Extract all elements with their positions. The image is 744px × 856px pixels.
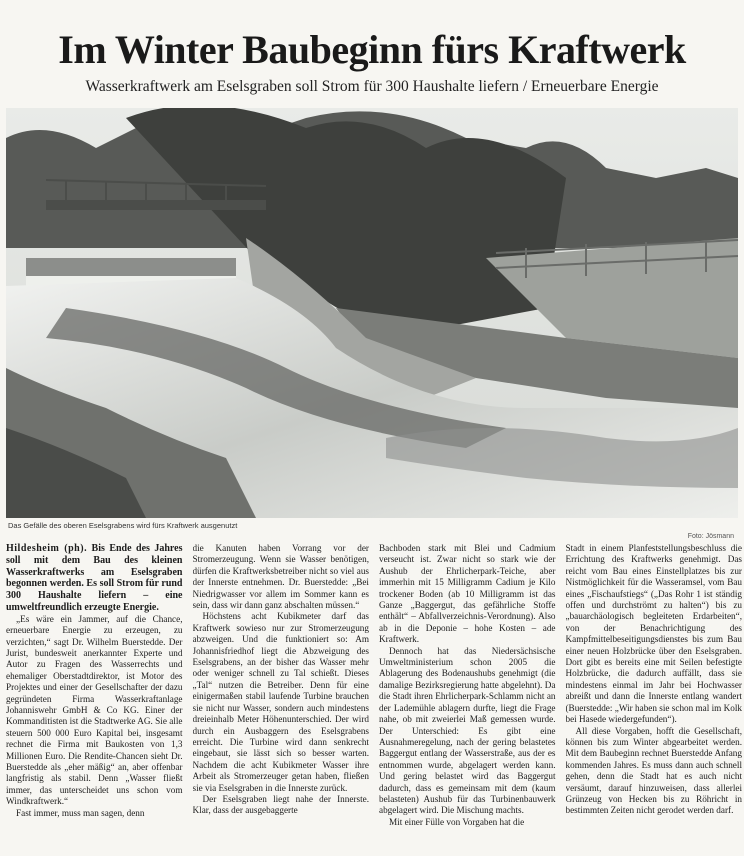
paragraph: Dennoch hat das Niedersächsische Umweltministerium schon 2005 die Ablagerung des Bodenaushubs genehmigt (die damalige Bezirksregierung hatte abgelehnt). Da die Stadt ihren Ehrlicherpark-Schlamm nicht an der Lademühle ablagern durfte, liegt die Frage nahe, ob mit zweierlei Maß gemessen wurde. Der Unterschied: Es gibt eine Ausnahmeregelung, nach der gering belastetes Baggergut entlang der Wasserstraße, aus der es entnommen wurde, abgelagert werden kann. Und gering belastet wird das Baggergut dadurch, dass es gemeinsam mit dem (kaum belasteten) Aushub für das Turbinenbauwerk abgelagert wird. Die Mischung machts. — [379, 645, 556, 816]
article-column-3 — [379, 543, 556, 853]
paragraph: Der Eselsgraben liegt nahe der Innerste. Klar, dass der ausgebaggerte — [192, 793, 369, 816]
paragraph: Stadt in einem Planfeststellungsbeschluss die Errichtung des Kraftwerks genehmigt. Das reicht vom Bau eines Einstellplatzes bis zur Nistmöglichkeit für die Wasseramsel, vom Bau eines „Fischaufstiegs“ („Das Rohr 1 ist ständig offen und durchströmt zu halten“) bis zu „bauarchäologisch begleiteten Erdarbeiten“, von der Benachrichtigung des Kampfmittelbeseitigungsdienstes bis zum Bau einer neuen Holzbrücke über den Eselsgraben. Dort gibt es bereits eine mit Seilen befestigte Holzbrücke, die dadurch auffällt, dass sie mindestens einmal im Jahr bei Hochwasser abreißt und dann die Innerste entlang wandert (Buerstedde: „Wir haben sie schon mal im Kolk bei Hasede wiedergefunden“). — [565, 543, 742, 725]
paragraph: Mit einer Fülle von Vorgaben hat die — [389, 816, 525, 827]
lead-text: Bis Ende des Jahres soll mit dem Bau des kleinen Wasserkraftwerks am Eselsgraben begonnen werden. Es soll Strom für rund 300 Haushalte liefern – eine umweltfreundlich erzeugte Energie. — [6, 543, 183, 613]
subheadline: Wasserkraftwerk am Eselsgraben soll Strom für 300 Haushalte liefern / Erneuerbare Energie — [85, 78, 659, 95]
weir-photo-illustration — [6, 108, 738, 518]
article-photo — [6, 108, 738, 518]
article-body — [6, 543, 742, 853]
article-column-1 — [6, 543, 183, 853]
photo-caption: Das Gefälle des oberen Eselsgrabens wird fürs Kraftwerk ausgenutzt — [8, 521, 238, 530]
paragraph: Fast immer, muss man sagen, denn — [16, 807, 145, 818]
article-column-4 — [566, 543, 743, 853]
headline: Im Winter Baubeginn fürs Kraftwerk — [58, 27, 686, 72]
dateline: Hildesheim (ph). — [6, 543, 88, 554]
article-column-2 — [193, 543, 370, 853]
paragraph: „Es wäre ein Jammer, auf die Chance, erneuerbare Energie zu erzeugen, zu verzichten,“ sagt Dr. Wilhelm Buerstedde. Der Jurist, bundesweit anerkannter Experte und Autor zu Fragen des Wasserrechts und ehemaliger Oberstadtdirektor, ist Motor des Projektes und einer der Gesellschafter der dazu gegründeten Firma Wasserkraftanlage Johanniswehr GmbH & Co KG. Einer der Kommanditisten ist die Stadtwerke AG. Sie alle steuern 500 000 Euro Kapital bei, insgesamt rechnet die Firma mit Baukosten von 1,3 Millionen Euro. Die Rendite-Chancen sieht Dr. Buerstedde als „eher mäßig“ an, aber offenbar langfristig als stabil. Denn „Wasser fließt immer, das unterscheidet uns schon vom Windkraftwerk.“ — [6, 613, 183, 807]
paragraph: die Kanuten haben Vorrang vor der Stromerzeugung. Wenn sie Wasser benötigen, dürfen die Kraftwerksbetreiber nicht so viel aus der Innerste entnehmen. Dr. Buerstedde: „Bei Niedrigwasser vor allem im Sommer kann es sein, dass wir dann ganz abschalten müssen.“ — [192, 543, 369, 611]
paragraph: All diese Vorgaben, hofft die Gesellschaft, können bis zum Winter abgearbeitet werden. Mit dem Baubeginn rechnet Buerstedde Anfang kommenden Jahres. Es muss dann auch schnell gehen, denn die Stadt hat es auch nicht versäumt, darauf hinzuweisen, dass allerlei Grünzeug von Hecken bis zu Röhricht in bestimmten Zeiten nicht gerodet werden darf. — [565, 725, 742, 816]
paragraph: Bachboden stark mit Blei und Cadmium verseucht ist. Zwar nicht so stark wie der Aushub der Ehrlicherpark-Teiche, aber immerhin mit 15 Milligramm Cadium je Kilo trockener Boden (ab 10 Milligramm ist das Ganze „Baggergut, das gefährliche Stoffe enthält“ – Abfallverzeichnis-Verordnung). Also ab in die Deponie – hohe Kosten – ade Kraftwerk. — [379, 543, 556, 645]
paragraph: Höchstens acht Kubikmeter darf das Kraftwerk sowieso nur zur Stromerzeugung abzweigen. Und die funktioniert so: Am Johannisfriedhof liegt die Abzweigung des Eselsgrabens, an der bisher das Wasser mehr oder weniger schnell zu Tal schießt. Dieses „Tal“ nutzen die Betreiber. Denn für eine einigermaßen stabil laufende Turbine brauchen sie nicht nur Wasser, sondern auch mindestens dreieinhalb Meter Höhenunterschied. Der wird durch ein Ausbaggern des Eselsgrabens erreicht. Die Turbine wird dann senkrecht eingebaut, sie lässt sich so besser warten. Nachdem die acht Kubikmeter Wasser ihre Arbeit als Stromerzeuger getan haben, fließen sie via Eselsgraben in die Innerste zurück. — [192, 611, 369, 793]
article-lead — [6, 543, 183, 614]
photo-credit: Foto: Jösmann — [687, 533, 734, 540]
